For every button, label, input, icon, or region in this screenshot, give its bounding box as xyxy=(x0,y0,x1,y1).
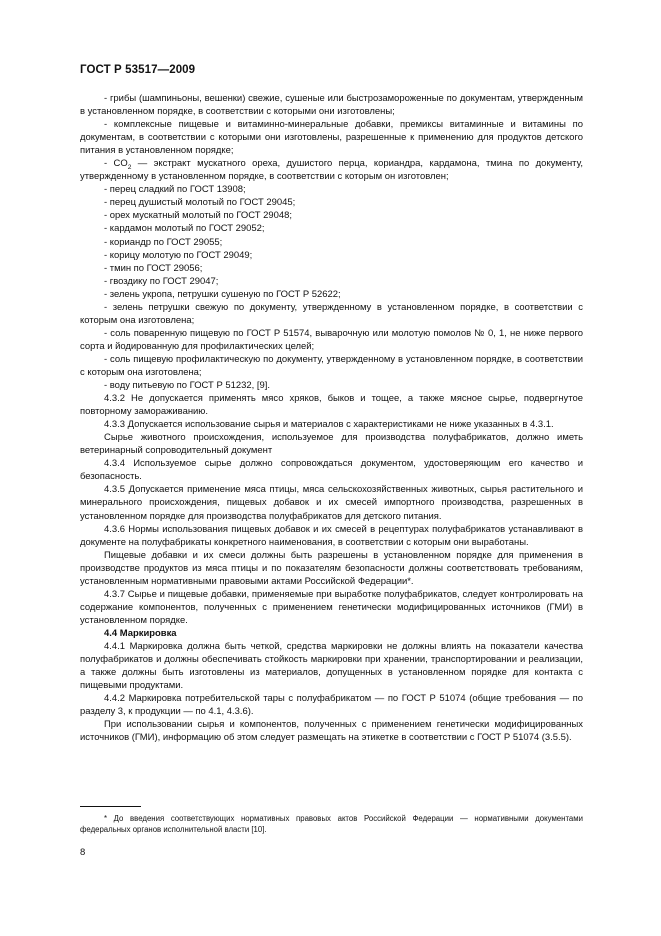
co2-text: — экстракт мускатного ореха, душистого перца, кориандра, кардамона, тмина по документу, утвержденному в установленном порядке, в соответствии с которым он изготовлен; xyxy=(80,158,583,183)
list-item: - комплексные пищевые и витаминно-минеральные добавки, премиксы витаминные и витамины по документам, в соответствии с которыми они изготовлены, разрешенные к применению для продуктов детского питания в установленном порядке; xyxy=(80,119,583,157)
list-item-co2 xyxy=(80,157,583,183)
paragraph: Пищевые добавки и их смеси должны быть разрешены в установленном порядке для применения в производстве продуктов из мяса птицы и по показателям безопасности должны соответствовать требованиям, установленным нормативными правовыми актами Российской Федерации*. xyxy=(80,549,583,587)
footnote xyxy=(80,813,583,835)
list-item: - кориандр по ГОСТ 29055; xyxy=(104,236,223,248)
section-heading: 4.4 Маркировка xyxy=(104,627,177,639)
clause-4-4-2: 4.4.2 Маркировка потребительской тары с полуфабрикатом — по ГОСТ Р 51074 (общие требования — по разделу 3, к продукции — по 4.1, 4.3.6). xyxy=(80,693,583,718)
clause-4-3-2: 4.3.2 Не допускается применять мясо хряков, быков и тощее, а также мясное сырье, подвергнутое повторному замораживанию. xyxy=(80,393,583,418)
list-item: - зелень петрушки свежую по документу, утвержденному в установленном порядке, в соответствии с которым она изготовлена; xyxy=(80,301,583,326)
clause-4-3-7: 4.3.7 Сырье и пищевые добавки, применяемые при выработке полуфабрикатов, следует контролировать на содержание компонентов, полученных с применением генетически модифицированных источников (ГМИ) в установленном порядке. xyxy=(80,588,583,626)
footnote-text: * До введения соответствующих нормативных правовых актов Российской Федерации — нормативными документами федеральных органов исполнительной власти [10]. xyxy=(80,814,583,834)
clause-4-3-6: 4.3.6 Нормы использования пищевых добавок и их смесей в рецептурах полуфабрикатов устанавливают в документе на полуфабрикаты конкретного наименования, в соответствии с которым они выработаны. xyxy=(80,523,583,548)
co2-subscript: 2 xyxy=(127,164,132,172)
document-body xyxy=(80,92,583,744)
list-item: - соль пищевую профилактическую по документу, утвержденному в установленном порядке, в соответствии с которым она изготовлена; xyxy=(80,353,583,378)
list-item: - орех мускатный молотый по ГОСТ 29048; xyxy=(104,210,292,222)
list-item: - перец душистый молотый по ГОСТ 29045; xyxy=(104,197,296,209)
co2-prefix: - CO xyxy=(104,158,128,170)
document-header: ГОСТ Р 53517—2009 xyxy=(80,64,196,76)
list-item: - кардамон молотый по ГОСТ 29052; xyxy=(104,223,265,235)
footnote-divider xyxy=(80,806,141,807)
list-item: - гвоздику по ГОСТ 29047; xyxy=(104,275,219,287)
page-number: 8 xyxy=(80,847,86,858)
paragraph: Сырье животного происхождения, используемое для производства полуфабрикатов, должно иметь ветеринарный сопроводительный документ xyxy=(80,432,583,457)
list-item: - корицу молотую по ГОСТ 29049; xyxy=(104,249,253,261)
clause-4-4-1: 4.4.1 Маркировка должна быть четкой, средства маркировки не должны влиять на показатели качества полуфабрикатов и должны обеспечивать стойкость маркировки при хранении, транспортировании и реализации, а также должны быть изготовлены из материалов, допущенных в установленном порядке для контакта с пищевыми продуктами. xyxy=(80,640,583,692)
list-item: - тмин по ГОСТ 29056; xyxy=(104,262,203,274)
clause-4-3-3: 4.3.3 Допускается использование сырья и материалов с характеристиками не ниже указанных в 4.3.1. xyxy=(104,419,554,431)
clause-4-3-5: 4.3.5 Допускается применение мяса птицы, мяса сельскохозяйственных животных, сырья растительного и минерального происхождения, пищевых добавок и их смесей импортного производства, разрешенных в установленном порядке для производства полуфабрикатов для детского питания. xyxy=(80,484,583,522)
clause-4-3-4: 4.3.4 Используемое сырье должно сопровождаться документом, удостоверяющим его качество и безопасность. xyxy=(80,458,583,483)
list-item: - соль поваренную пищевую по ГОСТ Р 51574, выварочную или молотую помолов № 0, 1, не ниже первого сорта и йодированную для профилактических целей; xyxy=(80,327,583,352)
list-item: - зелень укропа, петрушки сушеную по ГОСТ Р 52622; xyxy=(104,288,341,300)
paragraph: При использовании сырья и компонентов, полученных с применением генетически модифицированных источников (ГМИ), информацию об этом следует размещать на этикетке в соответствии с ГОСТ Р 51074 (3.5.5). xyxy=(80,719,583,744)
list-item: - перец сладкий по ГОСТ 13908; xyxy=(104,184,246,196)
list-item: - воду питьевую по ГОСТ Р 51232, [9]. xyxy=(104,380,270,392)
list-item: - грибы (шампиньоны, вешенки) свежие, сушеные или быстрозамороженные по документам, утвержденным в установленном порядке, в соответствии с которыми они изготовлены; xyxy=(80,93,583,118)
